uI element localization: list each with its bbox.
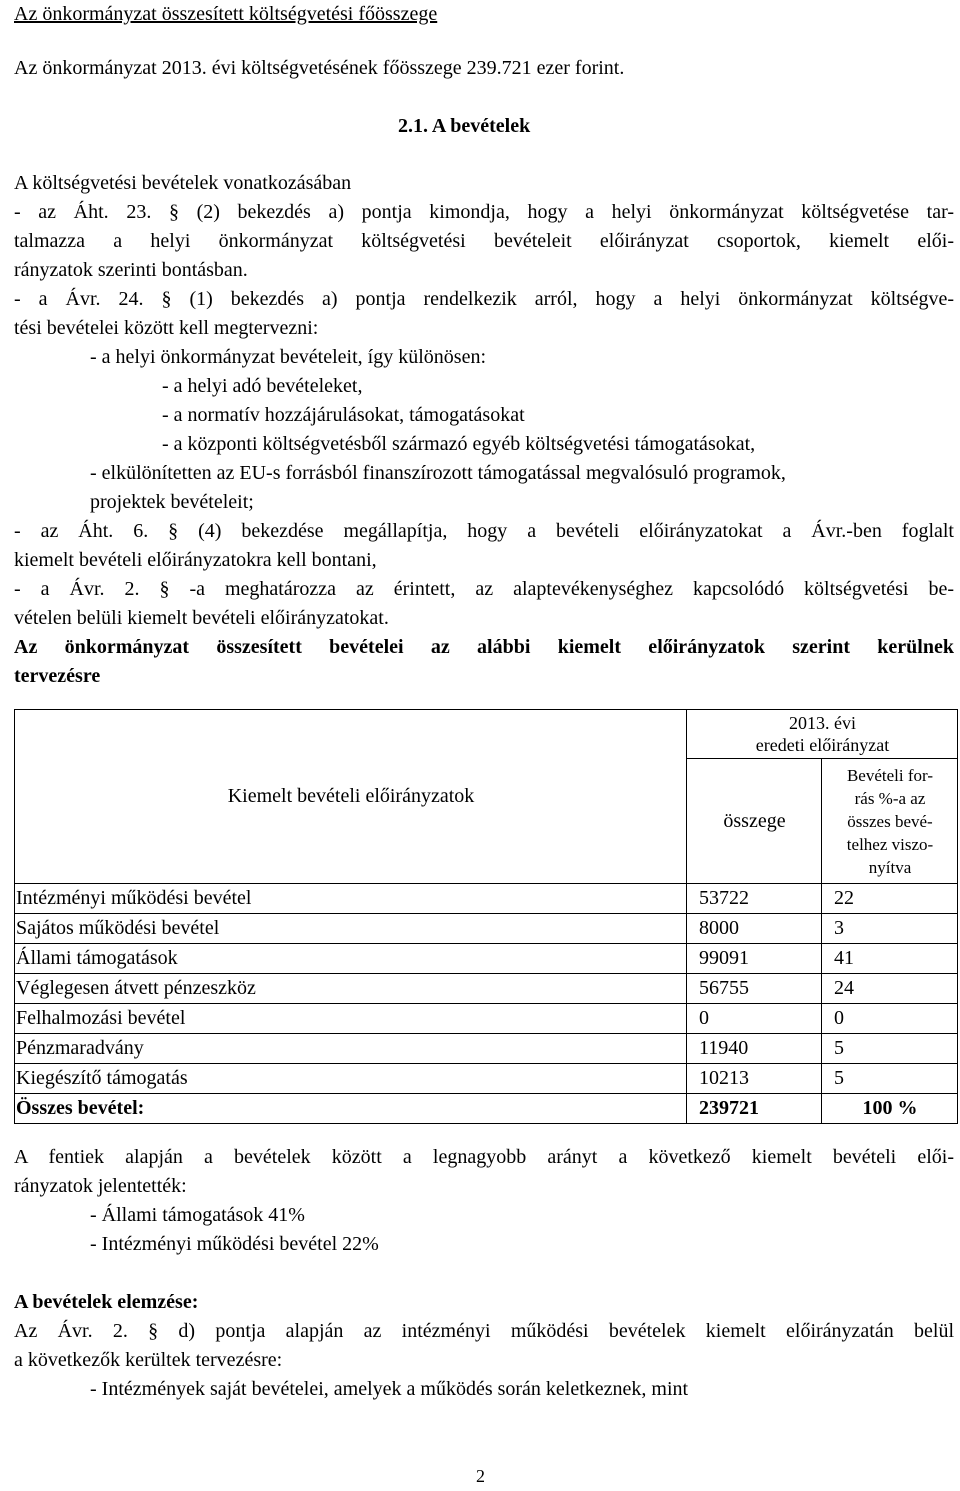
header-category: Kiemelt bevételi előirányzatok — [15, 710, 687, 884]
text-line: - a központi költségvetésből származó egyéb költségvetési támogatásokat, — [162, 433, 756, 455]
body-text — [14, 169, 954, 691]
header-year: 2013. évi eredeti előirányzat — [687, 710, 958, 759]
blank-line — [14, 1259, 954, 1288]
text-line: vételen belüli kiemelt bevételi előirányzatokat. — [14, 607, 389, 629]
table-row — [15, 1004, 958, 1034]
row-amount: 10213 — [687, 1064, 822, 1094]
row-pct: 0 — [822, 1004, 958, 1034]
total-name: Összes bevétel: — [15, 1094, 687, 1124]
text-line: talmazza a helyi önkormányzat költségvetési bevételeit előirányzat csoportok, kiemelt elői- — [14, 230, 954, 252]
text-line: - Állami támogatások 41% — [90, 1204, 305, 1226]
row-amount: 8000 — [687, 914, 822, 944]
text-line: Az Ávr. 2. § d) pontja alapján az intézményi működési bevételek kiemelt előirányzatán belül — [14, 1320, 954, 1342]
table-row — [15, 914, 958, 944]
page-number: 2 — [476, 1466, 485, 1486]
row-pct: 3 — [822, 914, 958, 944]
total-pct: 100 % — [822, 1094, 958, 1124]
table-total-row — [15, 1094, 958, 1124]
text-line: - a helyi önkormányzat bevételeit, így különösen: — [90, 346, 486, 368]
after-text — [14, 1143, 954, 1404]
row-name: Sajátos működési bevétel — [15, 914, 687, 944]
table-row — [15, 884, 958, 914]
row-amount: 0 — [687, 1004, 822, 1034]
row-pct: 41 — [822, 944, 958, 974]
header-share: Bevételi for- rás %-a az összes bevé- telhez viszo- nyítva — [822, 759, 958, 884]
text-line: rányzatok szerinti bontásban. — [14, 259, 248, 281]
text-line: A bevételek elemzése: — [14, 1291, 199, 1313]
text-line: tési bevételei között kell megtervezni: — [14, 317, 319, 339]
text-line: - az Áht. 6. § (4) bekezdése megállapítja, hogy a bevételi előirányzatokat a Ávr.-ben foglalt — [14, 520, 954, 542]
row-amount: 56755 — [687, 974, 822, 1004]
row-name: Pénzmaradvány — [15, 1034, 687, 1064]
text-line: - Intézményi működési bevétel 22% — [90, 1233, 379, 1255]
row-amount: 53722 — [687, 884, 822, 914]
header-amount: összege — [687, 759, 822, 884]
text-line: - a normatív hozzájárulásokat, támogatásokat — [162, 404, 525, 426]
row-name: Kiegészítő támogatás — [15, 1064, 687, 1094]
row-amount: 99091 — [687, 944, 822, 974]
table-row — [15, 974, 958, 1004]
section-heading: 2.1. A bevételek — [398, 115, 531, 137]
text-line: A fentiek alapján a bevételek között a legnagyobb arányt a következő kiemelt bevételi elői- — [14, 1146, 954, 1168]
row-pct: 24 — [822, 974, 958, 1004]
text-line: - az Áht. 23. § (2) bekezdés a) pontja kimondja, hogy a helyi önkormányzat költségvetése tar- — [14, 201, 954, 223]
document-title: Az önkormányzat összesített költségvetési főösszege — [14, 3, 438, 25]
text-line: A költségvetési bevételek vonatkozásában — [14, 172, 352, 194]
text-line: - a helyi adó bevételeket, — [162, 375, 363, 397]
total-amount: 239721 — [687, 1094, 822, 1124]
table-row — [15, 944, 958, 974]
row-pct: 5 — [822, 1064, 958, 1094]
row-amount: 11940 — [687, 1034, 822, 1064]
row-name: Intézményi működési bevétel — [15, 884, 687, 914]
text-line: - elkülönítetten az EU-s forrásból finanszírozott támogatással megvalósuló programok, — [90, 462, 786, 484]
table-row — [15, 1034, 958, 1064]
intro-paragraph: Az önkormányzat 2013. évi költségvetésének főösszege 239.721 ezer forint. — [14, 57, 625, 79]
text-line: - a Ávr. 24. § (1) bekezdés a) pontja rendelkezik arról, hogy a helyi önkormányzat költségve- — [14, 288, 954, 310]
text-line: tervezésre — [14, 665, 101, 687]
row-name: Állami támogatások — [15, 944, 687, 974]
text-line: Az önkormányzat összesített bevételei az alábbi kiemelt előirányzatok szerint kerülnek — [14, 636, 954, 658]
row-pct: 22 — [822, 884, 958, 914]
text-line: - a Ávr. 2. § -a meghatározza az érintett, az alaptevékenységhez kapcsolódó költségvetési be- — [14, 578, 954, 600]
table-row — [15, 1064, 958, 1094]
text-line: projektek bevételeit; — [90, 491, 254, 513]
text-line: rányzatok jelentették: — [14, 1175, 187, 1197]
row-name: Véglegesen átvett pénzeszköz — [15, 974, 687, 1004]
text-line: kiemelt bevételi előirányzatokra kell bontani, — [14, 549, 377, 571]
row-name: Felhalmozási bevétel — [15, 1004, 687, 1034]
text-line: - Intézmények saját bevételei, amelyek a működés során keletkeznek, mint — [90, 1378, 689, 1400]
revenue-table — [14, 709, 958, 1124]
text-line: a következők kerültek tervezésre: — [14, 1349, 283, 1371]
row-pct: 5 — [822, 1034, 958, 1064]
